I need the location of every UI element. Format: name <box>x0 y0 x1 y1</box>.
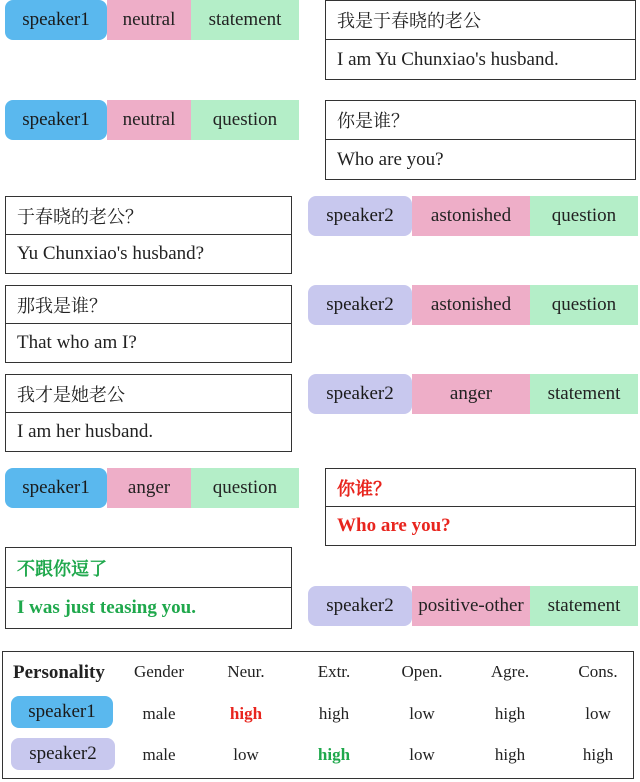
utterance-chinese: 你谁？ <box>326 469 635 507</box>
personality-title: Personality <box>13 662 105 683</box>
dialog-act-tag: statement <box>530 374 638 414</box>
header-openness: Open. <box>401 662 443 681</box>
turn-2-tags <box>5 100 299 140</box>
turn-7-tags <box>308 586 638 626</box>
utterance-box <box>5 374 292 452</box>
speaker2-openness: low <box>409 745 435 764</box>
speaker1-conscientiousness: low <box>585 704 611 723</box>
header-agreeableness: Agre. <box>490 662 530 681</box>
utterance-box <box>5 547 292 629</box>
emotion-tag: neutral <box>107 100 191 140</box>
emotion-tag: astonished <box>412 196 530 236</box>
header-neuroticism: Neur. <box>227 662 265 681</box>
speaker-badge: speaker1 <box>5 100 107 140</box>
utterance-chinese: 于春晓的老公？ <box>6 197 291 235</box>
speaker-badge: speaker2 <box>308 586 412 626</box>
utterance-english: Who are you? <box>337 515 451 536</box>
speaker2-agreeableness: high <box>494 745 526 764</box>
header-conscientiousness: Cons. <box>578 662 618 681</box>
emotion-tag: positive-other <box>412 586 530 626</box>
speaker-badge: speaker1 <box>5 468 107 508</box>
utterance-chinese: 那我是谁？ <box>6 286 291 324</box>
utterance-box <box>325 0 636 80</box>
utterance-box <box>5 285 292 363</box>
speaker1-agreeableness: high <box>494 704 526 723</box>
speaker-badge: speaker1 <box>5 0 107 40</box>
dialog-act-tag: statement <box>530 586 638 626</box>
dialog-act-tag: statement <box>191 0 299 40</box>
header-gender: Gender <box>133 662 185 681</box>
utterance-english: I was just teasing you. <box>17 597 196 618</box>
turn-3-tags <box>308 196 638 236</box>
speaker1-gender: male <box>142 704 176 723</box>
utterance-english: I am Yu Chunxiao's husband. <box>337 48 559 70</box>
turn-5-tags <box>308 374 638 414</box>
dialog-act-tag: question <box>191 468 299 508</box>
utterance-box <box>325 100 636 180</box>
speaker2-conscientiousness: high <box>582 745 614 764</box>
dialog-act-tag: question <box>530 196 638 236</box>
utterance-english: Who are you? <box>337 148 444 170</box>
utterance-chinese: 你是谁？ <box>326 101 635 140</box>
speaker1-neuroticism: high <box>229 704 263 723</box>
emotion-tag: anger <box>107 468 191 508</box>
turn-1-tags <box>5 0 299 40</box>
personality-speaker2-badge: speaker2 <box>11 738 115 770</box>
dialog-act-tag: question <box>191 100 299 140</box>
speaker-badge: speaker2 <box>308 196 412 236</box>
turn-6-tags <box>5 468 299 508</box>
turn-4-tags <box>308 285 638 325</box>
speaker1-extraversion: high <box>318 704 350 723</box>
utterance-box <box>325 468 636 546</box>
utterance-chinese: 我是于春晓的老公 <box>326 1 635 40</box>
speaker2-neuroticism: low <box>233 745 259 764</box>
utterance-english: That who am I? <box>17 332 137 353</box>
utterance-english: I am her husband. <box>17 421 154 442</box>
utterance-chinese: 我才是她老公 <box>6 375 291 413</box>
speaker-badge: speaker2 <box>308 285 412 325</box>
emotion-tag: astonished <box>412 285 530 325</box>
speaker-badge: speaker2 <box>308 374 412 414</box>
speaker2-gender: male <box>142 745 176 764</box>
dialog-act-tag: question <box>530 285 638 325</box>
utterance-box <box>5 196 292 274</box>
emotion-tag: anger <box>412 374 530 414</box>
header-extraversion: Extr. <box>317 662 351 681</box>
utterance-chinese: 不跟你逗了 <box>6 548 291 588</box>
personality-speaker1-badge: speaker1 <box>11 696 113 728</box>
speaker2-extraversion: high <box>317 745 351 764</box>
utterance-english: Yu Chunxiao's husband? <box>17 243 205 264</box>
speaker1-openness: low <box>409 704 435 723</box>
personality-table <box>2 651 634 779</box>
emotion-tag: neutral <box>107 0 191 40</box>
